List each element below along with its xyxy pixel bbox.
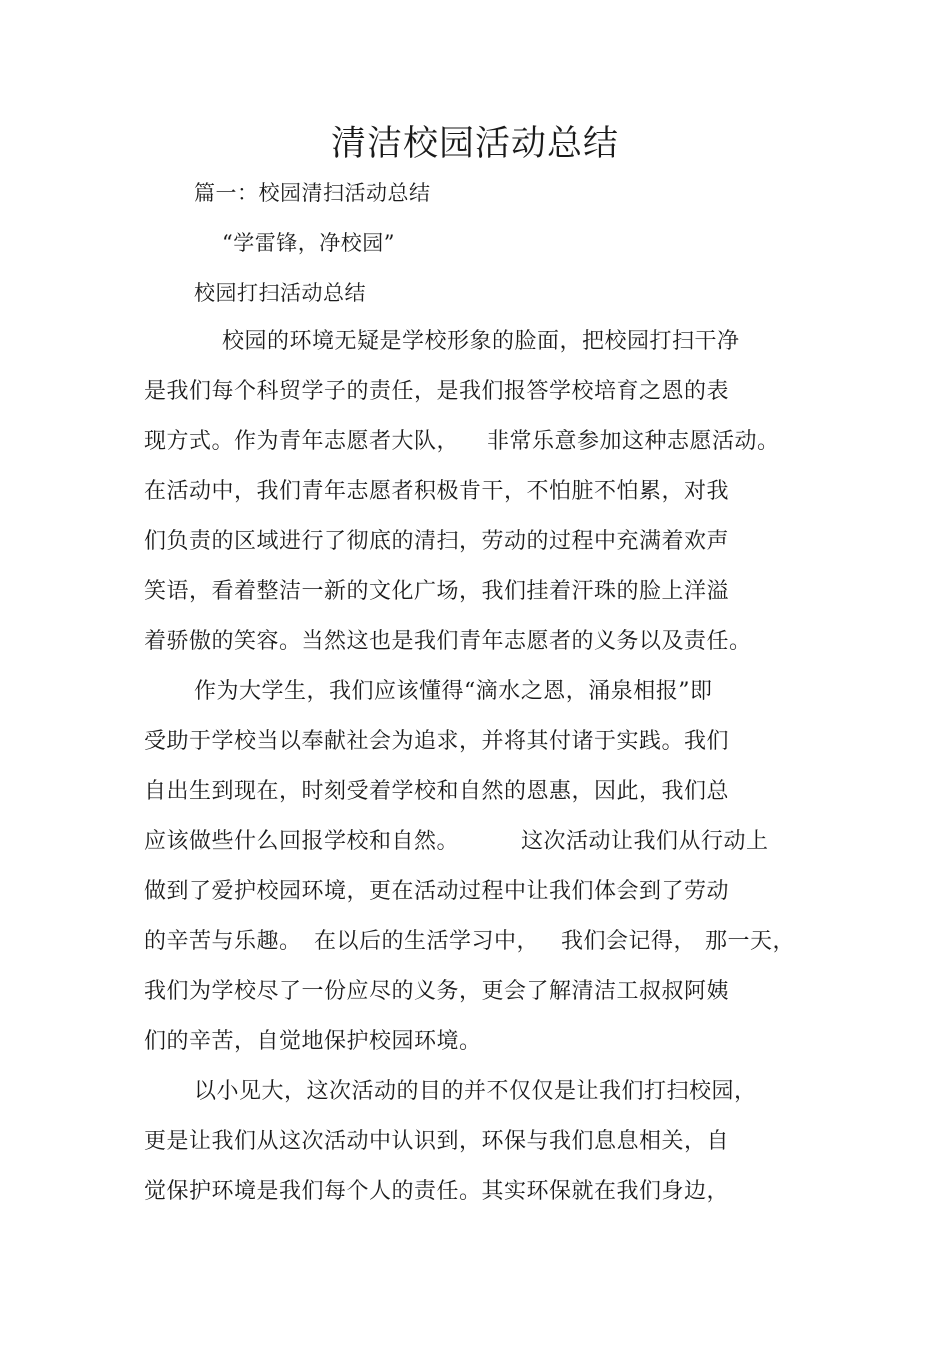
paragraph-line: 们的辛苦，自觉地保护校园环境。 [144, 1029, 482, 1054]
paragraph-line: 校园的环境无疑是学校形象的脸面，把校园打扫干净 [222, 329, 740, 354]
paragraph-line: 笑语，看着整洁一新的文化广场，我们挂着汗珠的脸上洋溢 [144, 579, 730, 604]
subtitle: 校园打扫活动总结 [194, 281, 366, 305]
paragraph-line: 更是让我们从这次活动中认识到，环保与我们息息相关，自 [144, 1129, 730, 1154]
section-heading: 篇一：校园清扫活动总结 [194, 181, 431, 205]
paragraph-line: 这次活动让我们从行动上 [521, 829, 769, 854]
paragraph-line: 们负责的区域进行了彻底的清扫，劳动的过程中充满着欢声 [144, 529, 730, 554]
paragraph-line: 在以后的生活学习中， [314, 929, 540, 954]
paragraph-line: 我们会记得， [561, 929, 697, 954]
paragraph-line: 受助于学校当以奉献社会为追求，并将其付诸于实践。我们 [144, 729, 730, 754]
paragraph-line: 以小见大，这次活动的目的并不仅仅是让我们打扫校园， [194, 1079, 757, 1104]
paragraph-line: 做到了爱护校园环境，更在活动过程中让我们体会到了劳动 [144, 879, 730, 904]
paragraph-line: 觉保护环境是我们每个人的责任。其实环保就在我们身边， [144, 1179, 730, 1204]
paragraph-line: 是我们每个科贸学子的责任，是我们报答学校培育之恩的表 [144, 379, 730, 404]
paragraph-line: 那一天， [705, 929, 796, 954]
paragraph-line: 应该做些什么回报学校和自然。 [144, 829, 460, 854]
paragraph-line: 非常乐意参加这种志愿活动。 [487, 429, 780, 454]
paragraph-line: 自出生到现在，时刻受着学校和自然的恩惠，因此，我们总 [144, 779, 730, 804]
document-title: 清洁校园活动总结 [330, 124, 619, 164]
paragraph-line: 的辛苦与乐趣。 [144, 929, 302, 954]
paragraph-line: 现方式。作为青年志愿者大队， [144, 429, 460, 454]
paragraph-line: 着骄傲的笑容。当然这也是我们青年志愿者的义务以及责任。 [144, 629, 752, 654]
paragraph-line: 作为大学生，我们应该懂得“滴水之恩，涌泉相报”即 [194, 679, 713, 704]
paragraph-line: 我们为学校尽了一份应尽的义务，更会了解清洁工叔叔阿姨 [144, 979, 730, 1004]
slogan: “学雷锋，净校园” [222, 231, 395, 255]
paragraph-line: 在活动中，我们青年志愿者积极肯干，不怕脏不怕累，对我 [144, 479, 730, 504]
